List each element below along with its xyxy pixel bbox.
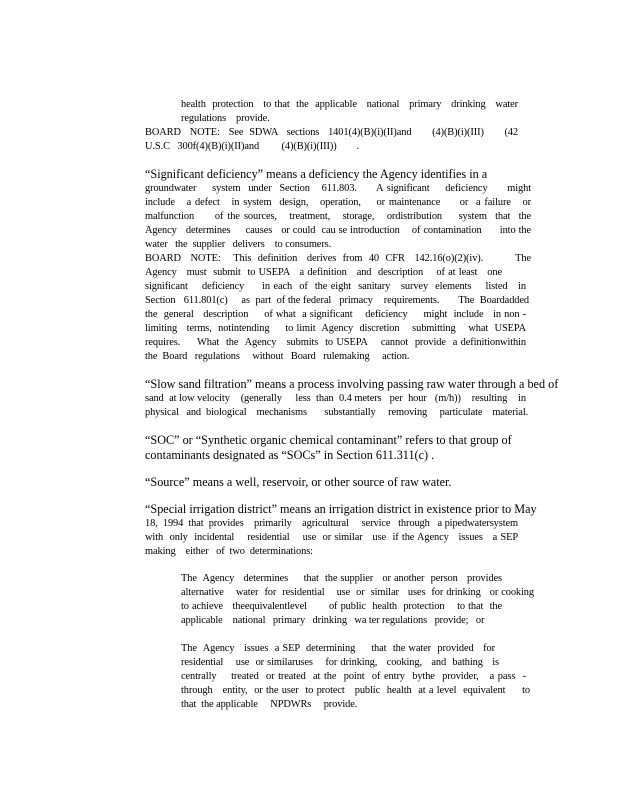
text-line: significant deficiency in each of the eight sanitary survey elements listed in — [145, 281, 526, 292]
text-line: BOARD NOTE: This definition derives from 40 CFR 142.16(o)(2)(iv). The — [145, 253, 531, 264]
text-line: groundwater system under Section 611.803. A significant deficiency might — [145, 183, 531, 194]
text-line: regulations provide. — [181, 113, 270, 124]
text-line: residential use or similaruses for drinking, cooking, and bathing is — [181, 657, 499, 668]
text-line: through entity, or the user to protect public health at a level equivalent to — [181, 685, 530, 696]
text-line: include a defect in system design, operation, or maintenance or a failure or — [145, 197, 531, 208]
text-line: limiting terms, notintending to limit Agency discretion submitting what USEPA — [145, 323, 526, 334]
text-line: applicable national primary drinking wa ter regulations provide; or — [181, 615, 485, 626]
text-line: health protection to that the applicable national primary drinking water — [181, 99, 518, 110]
text-line: centrally treated or treated at the point of entry bythe provider, a pass - — [181, 671, 526, 682]
text-line: alternative water for residential use or similar uses for drinking or cooking — [181, 587, 534, 598]
text-line: that the applicable NPDWRs provide. — [181, 699, 358, 710]
text-line: 18, 1994 that provides primarily agricultural service through a pipedwatersystem — [145, 518, 518, 529]
text-line: to achieve theequivalentlevel of public health protection to that the — [181, 601, 502, 612]
text-line: sand at low velocity (generally less than 0.4 meters per hour (m/h)) resulting in — [145, 393, 526, 404]
text-line: making either of two determinations: — [145, 546, 313, 557]
text-line: Agency must submit to USEPA a definition and description of at least one — [145, 267, 502, 278]
text-line: physical and biological mechanisms substantially removing particulate material. — [145, 407, 529, 418]
text-line: Agency determines causes or could cau se introduction of contamination into the — [145, 225, 531, 236]
text-line: the general description of what a significant deficiency might include in non - — [145, 309, 526, 320]
text-line: contaminants designated as “SOCs” in Section 611.311(c) . — [145, 448, 435, 462]
text-line: malfunction of the sources, treatment, storage, ordistribution system that the — [145, 211, 531, 222]
text-line: BOARD NOTE: See SDWA sections 1401(4)(B)(i)(II)and (4)(B)(i)(III) (42 — [145, 127, 518, 138]
text-line: with only incidental residential use or similar use if the Agency issues a SEP — [145, 532, 518, 543]
definition-heading: “Slow sand filtration” means a process involving passing raw water through a bed of — [145, 377, 559, 391]
definition-heading: “SOC” or “Synthetic organic chemical contaminant” refers to that group of — [145, 433, 512, 447]
text-line: water the supplier delivers to consumers. — [145, 239, 332, 250]
text-line: The Agency determines that the supplier or another person provides — [181, 573, 502, 584]
text-line: Section 611.801(c) as part of the federal primacy requirements. The Boardadded — [145, 295, 529, 306]
definition-heading: “Special irrigation district” means an irrigation district in existence prior to May — [145, 502, 537, 516]
text-line: the Board regulations without Board rulemaking action. — [145, 351, 410, 362]
text-line: The Agency issues a SEP determining that the water provided for — [181, 643, 495, 654]
text-line: U.S.C 300f(4)(B)(i)(II)and (4)(B)(i)(III)) . — [145, 141, 360, 152]
definition-heading: “Significant deficiency” means a deficiency the Agency identifies in a — [145, 167, 488, 181]
definition-heading: “Source” means a well, reservoir, or other source of raw water. — [145, 475, 452, 489]
text-line: requires. What the Agency submits to USEPA cannot provide a definitionwithin — [145, 337, 526, 348]
